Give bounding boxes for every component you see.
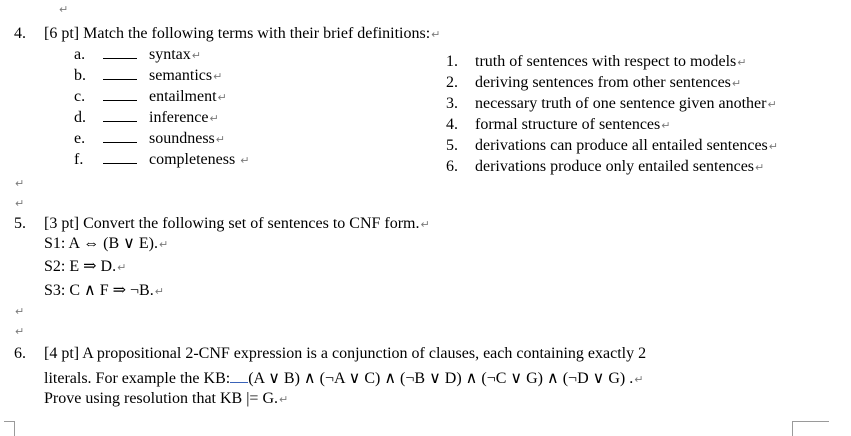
definition-number: 6.	[446, 158, 458, 175]
definition-row	[446, 115, 670, 136]
paragraph-mark: ↵	[213, 70, 223, 83]
paragraph-mark: ↵	[420, 218, 430, 231]
paragraph-mark: ↵	[15, 305, 25, 318]
definition-row	[446, 94, 777, 115]
prompt-text: Convert the following set of sentences to CNF form.	[83, 215, 420, 232]
definition-number: 4.	[446, 116, 458, 133]
term-text: semantics	[149, 67, 213, 84]
paragraph-mark: ↵	[279, 393, 289, 406]
term-text: inference	[149, 109, 209, 126]
question-prompt	[44, 214, 430, 235]
paragraph-mark: ↵	[154, 285, 164, 298]
term-row	[74, 87, 227, 108]
paragraph-mark: ↵	[767, 98, 777, 111]
term-row	[74, 66, 222, 87]
paragraph-mark: ↵	[731, 77, 742, 90]
definition-text: necessary truth of one sentence given another	[475, 95, 767, 112]
answer-blank[interactable]	[103, 88, 137, 101]
page-corner-marker	[792, 421, 829, 436]
term-letter: c.	[74, 88, 86, 105]
sentence	[44, 257, 126, 278]
paragraph-mark: ↵	[240, 154, 250, 167]
definition-text: truth of sentences with respect to models	[475, 53, 737, 70]
question-number: 5.	[14, 215, 26, 232]
points-label: [4 pt]	[44, 345, 80, 362]
paragraph-mark: ↵	[117, 261, 127, 274]
question-line	[44, 344, 646, 364]
definition-row	[446, 136, 778, 157]
question-text: literals. For example the KB:	[44, 370, 231, 387]
answer-blank[interactable]	[103, 67, 137, 80]
answer-blank[interactable]	[103, 130, 137, 143]
term-letter: b.	[74, 67, 86, 84]
page-corner-marker	[4, 421, 15, 436]
term-row	[74, 150, 249, 171]
term-row	[74, 45, 201, 66]
question-text: A propositional 2-CNF expression is a conjunction of clauses, each containing exactly 2	[82, 345, 647, 362]
definition-text: deriving sentences from other sentences	[475, 74, 731, 91]
term-letter: d.	[74, 109, 86, 126]
points-label: [6 pt]	[44, 25, 80, 42]
question-number: 6.	[14, 345, 26, 362]
definition-text: derivations produce only entailed sentences	[475, 158, 755, 175]
kb-expression: (A ∨ B) ∧ (¬A ∨ C) ∧ (¬B ∨ D) ∧ (¬C ∨ G) ∧ (¬D ∨ G) .	[248, 370, 634, 387]
paragraph-mark: ↵	[209, 112, 219, 125]
prompt-text: Match the following terms with their brief definitions:	[83, 25, 431, 42]
question-line	[44, 389, 288, 410]
paragraph-mark: ↵	[634, 373, 644, 386]
paragraph-mark: ↵	[15, 197, 25, 210]
answer-blank[interactable]	[103, 151, 137, 164]
definition-row	[446, 52, 746, 73]
definition-number: 5.	[446, 137, 458, 154]
definition-number: 2.	[446, 74, 458, 91]
definition-text: derivations can produce all entailed sentences	[475, 137, 768, 154]
term-letter: f.	[74, 151, 84, 168]
underline-marker	[230, 369, 248, 383]
paragraph-mark: ↵	[217, 91, 227, 104]
definition-number: 3.	[446, 95, 458, 112]
term-row	[74, 108, 219, 129]
definition-row	[446, 157, 764, 178]
term-letter: e.	[74, 130, 86, 147]
paragraph-mark: ↵	[158, 238, 169, 251]
paragraph-mark: ↵	[431, 28, 441, 41]
paragraph-mark: ↵	[191, 49, 201, 62]
paragraph-mark: ↵	[15, 177, 25, 190]
term-letter: a.	[74, 46, 86, 63]
question-text: Prove using resolution that KB |= G.	[44, 390, 278, 407]
points-label: [3 pt]	[44, 215, 80, 232]
paragraph-mark: ↵	[661, 119, 671, 132]
term-text: entailment	[149, 88, 217, 105]
sentence-text: S3: C ∧ F ⇒ ¬B.	[44, 282, 154, 299]
paragraph-mark: ↵	[737, 56, 747, 69]
question-number: 4.	[14, 25, 26, 42]
answer-blank[interactable]	[103, 109, 137, 122]
sentence-text: S2: E ⇒ D.	[44, 258, 117, 275]
paragraph-mark: ↵	[755, 161, 765, 174]
term-text: completeness	[149, 151, 240, 168]
paragraph-mark: ↵	[15, 325, 25, 338]
question-line	[44, 369, 643, 390]
paragraph-mark: ↵	[768, 140, 778, 153]
definition-row	[446, 73, 741, 94]
term-row	[74, 129, 225, 150]
term-text: soundness	[149, 130, 215, 147]
paragraph-mark: ↵	[215, 133, 225, 146]
answer-blank[interactable]	[103, 46, 137, 59]
sentence-text: S1: A ⇔ (B ∨ E).	[44, 235, 158, 252]
paragraph-mark: ↵	[59, 3, 69, 16]
sentence	[44, 234, 168, 255]
term-text: syntax	[149, 46, 191, 63]
question-prompt	[44, 24, 440, 45]
definition-number: 1.	[446, 53, 458, 70]
sentence	[44, 281, 164, 302]
definition-text: formal structure of sentences	[475, 116, 661, 133]
